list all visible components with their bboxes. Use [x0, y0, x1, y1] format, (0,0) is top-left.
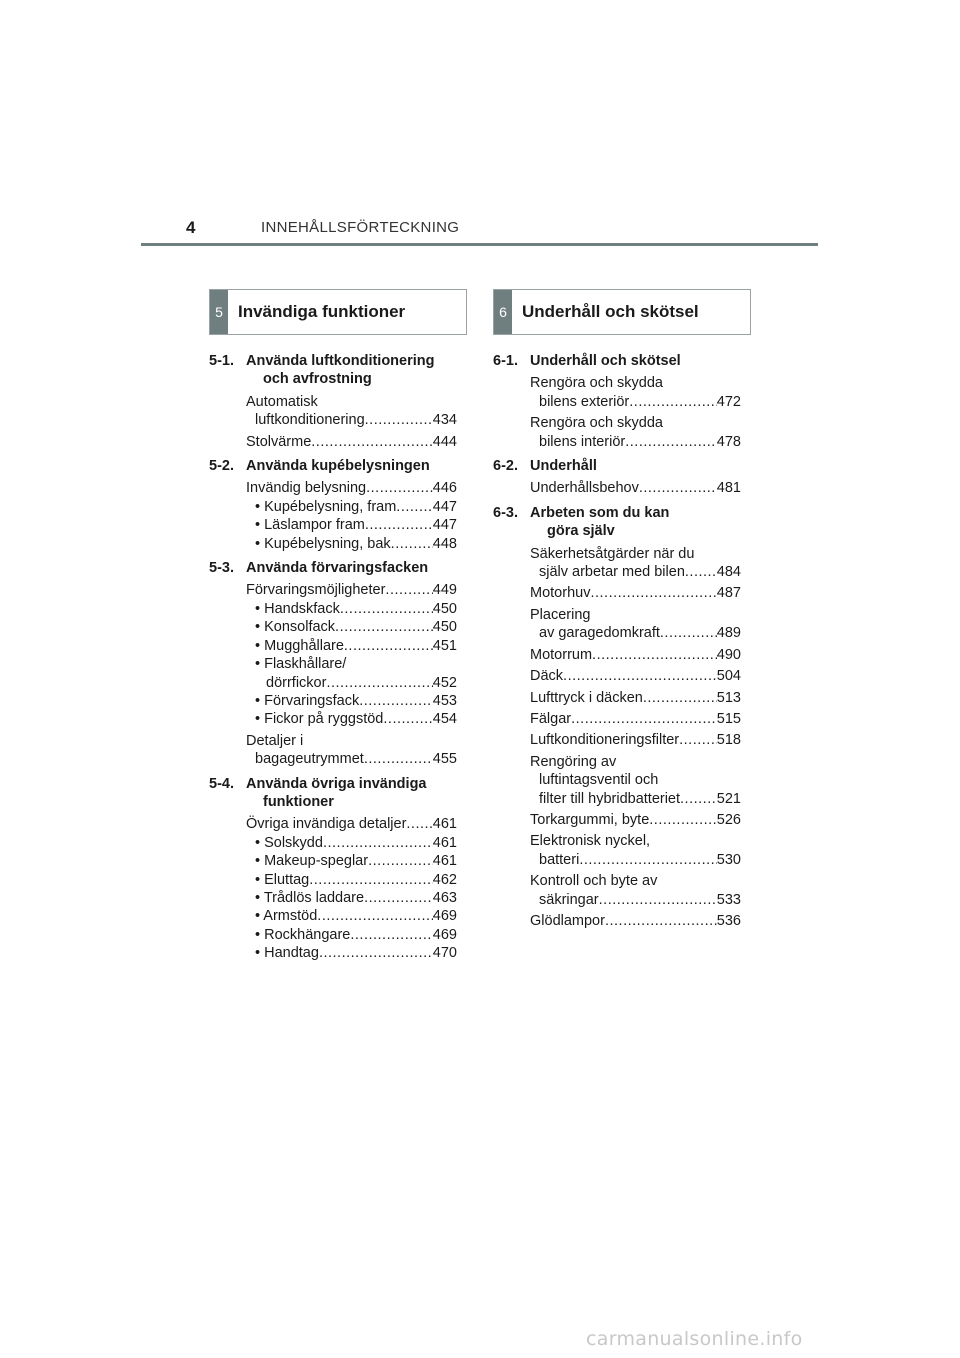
toc-entry-label: Däck: [530, 668, 564, 685]
toc-subentry[interactable]: [209, 618, 457, 636]
page-ref: 447: [432, 498, 457, 515]
page-ref: 448: [432, 535, 457, 552]
toc-entry-row: [530, 689, 741, 707]
chapter-title: Använda luftkonditionering och avfrostning: [246, 352, 457, 389]
dot-leader: [359, 692, 433, 710]
toc-entry[interactable]: [493, 731, 741, 749]
page-ref: 455: [432, 751, 457, 768]
toc-entry-row: [530, 891, 741, 909]
dot-leader: [629, 393, 717, 411]
toc-entry-row: [530, 563, 741, 581]
toc-entry[interactable]: [493, 811, 741, 829]
dot-leader: [639, 479, 717, 497]
toc-entry[interactable]: [493, 479, 741, 497]
toc-entry-prefix: Automatisk: [246, 393, 318, 410]
toc-entry-row: [530, 667, 741, 685]
chapter-number: 5-2.: [209, 458, 234, 475]
toc-entry-prefix: Kontroll och byte av: [530, 873, 658, 890]
page-ref: 481: [716, 480, 741, 497]
chapter-title: Underhåll: [530, 458, 597, 475]
toc-subentry[interactable]: [209, 692, 457, 710]
dot-leader: [579, 851, 716, 869]
toc-entry-row: [246, 479, 457, 497]
chapter-title: Använda förvaringsfacken: [246, 560, 429, 577]
chapter-heading[interactable]: [209, 775, 457, 812]
toc-entry-prefix: Placering: [530, 606, 591, 623]
toc-subentry[interactable]: [209, 852, 457, 870]
toc-entry-label: • Läslampor fram: [255, 517, 365, 534]
toc-entry-label: Motorrum: [530, 646, 593, 663]
dot-leader: [368, 852, 433, 870]
dot-leader: [649, 811, 717, 829]
toc-entry-label: • Makeup-speglar: [255, 853, 369, 870]
toc-entry-label: dörrfickor: [266, 674, 327, 691]
toc-entry-label: batteri: [539, 851, 580, 868]
section-number-tab: 5: [210, 290, 228, 334]
dot-leader: [563, 667, 717, 685]
page-ref: 526: [716, 811, 741, 828]
dot-leader: [385, 581, 432, 599]
toc-entry-prefix: Elektronisk nyckel,: [530, 833, 651, 850]
dot-leader: [643, 689, 717, 707]
toc-entry-label: bilens exteriör: [539, 393, 630, 410]
chapter-title-cont: funktioner: [263, 793, 334, 810]
toc-subentry[interactable]: [209, 710, 457, 728]
page-ref: 533: [716, 891, 741, 908]
page-ref: 515: [716, 710, 741, 727]
toc-entry-label: • Solskydd: [255, 834, 323, 851]
running-header-title: INNEHÅLLSFÖRTECKNING: [261, 219, 460, 236]
toc-subentry[interactable]: [209, 926, 457, 944]
dot-leader: [319, 944, 433, 962]
page-ref: 449: [432, 582, 457, 599]
page-ref: 434: [432, 412, 457, 429]
dot-leader: [625, 433, 717, 451]
dot-leader: [605, 912, 717, 930]
toc-entry-row: [255, 516, 457, 534]
toc-entry-row: [530, 790, 741, 808]
page-ref: 513: [716, 689, 741, 706]
toc-entry-row: [255, 674, 457, 692]
toc-entry-prefix: Säkerhetsåtgärder när du: [530, 545, 695, 562]
toc-entry-row: [255, 907, 457, 925]
toc-entry-row: [530, 912, 741, 930]
page-ref: 472: [716, 393, 741, 410]
toc-subentry[interactable]: [209, 600, 457, 618]
page-ref: 521: [716, 790, 741, 807]
dot-leader: [326, 674, 432, 692]
chapter-number: 6-3.: [493, 504, 518, 521]
chapter-number: 5-4.: [209, 775, 234, 792]
toc-entry-label: Fälgar: [530, 710, 572, 727]
section-number-tab: 6: [494, 290, 512, 334]
toc-entry-label: • Armstöd: [255, 908, 318, 925]
toc-entry[interactable]: [493, 584, 741, 602]
page-ref: 450: [432, 619, 457, 636]
page-ref: 453: [432, 692, 457, 709]
chapter-heading[interactable]: [493, 352, 741, 370]
dot-leader: [680, 790, 717, 808]
chapter-heading[interactable]: [493, 457, 741, 475]
toc-entry[interactable]: [209, 433, 457, 451]
toc-entry-label: • Handskfack: [255, 600, 340, 617]
toc-entry-label: Lufttryck i däcken: [530, 689, 643, 706]
watermark: carmanualsonline.info: [586, 1328, 803, 1350]
dot-leader: [685, 563, 717, 581]
section-title: Invändiga funktioner: [238, 302, 406, 321]
chapter-title: Arbeten som du kan göra själv: [530, 504, 741, 541]
toc-entry[interactable]: [209, 393, 457, 430]
chapter-title-cont: och avfrostning: [263, 371, 372, 388]
dot-leader: [592, 646, 717, 664]
chapter-heading[interactable]: [493, 504, 741, 541]
toc-entry[interactable]: [493, 689, 741, 707]
dot-leader: [391, 535, 433, 553]
dot-leader: [335, 618, 433, 636]
page-ref: 484: [716, 564, 741, 581]
toc-entry-label: • Handtag: [255, 945, 319, 962]
toc-entry-row: [255, 498, 457, 516]
toc-entry-label: Motorhuv: [530, 585, 591, 602]
toc-subentry[interactable]: [209, 944, 457, 962]
toc-subentry[interactable]: [209, 871, 457, 889]
toc-subentry[interactable]: [209, 498, 457, 516]
toc-entry-row: [255, 535, 457, 553]
toc-subentry[interactable]: [209, 834, 457, 852]
toc-entry-prefix: Rengöra och skydda: [530, 375, 663, 392]
toc-entry-label: bilens interiör: [539, 433, 626, 450]
chapter-title-cont: göra själv: [547, 523, 615, 540]
toc-entry-label: säkringar: [539, 891, 599, 908]
toc-entry-row: [255, 889, 457, 907]
toc-entry-label: • Kupébelysning, bak: [255, 535, 391, 552]
dot-leader: [365, 411, 433, 429]
toc-entry-row: [255, 871, 457, 889]
toc-entry-label: Förvaringsmöjligheter: [246, 582, 386, 599]
chapter-number: 5-1.: [209, 353, 234, 369]
page-number: 4: [186, 218, 196, 237]
toc-entry-label: • Mugghållare: [255, 637, 344, 654]
toc-entry-row: [255, 944, 457, 962]
page-ref: 504: [716, 668, 741, 685]
toc-entry-label: • Trådlös laddare: [255, 889, 365, 906]
toc-entry[interactable]: [209, 479, 457, 497]
toc-entry-row: [246, 411, 457, 429]
toc-entry[interactable]: [493, 667, 741, 685]
toc-entry-row: [530, 811, 741, 829]
chapter-title: Underhåll och skötsel: [530, 353, 681, 369]
toc-entry[interactable]: [493, 872, 741, 909]
chapter-number: 6-1.: [493, 353, 518, 369]
page-ref: 450: [432, 600, 457, 617]
page-ref: 489: [716, 625, 741, 642]
toc-entry-label: Invändig belysning: [246, 480, 367, 497]
page-ref: 462: [432, 871, 457, 888]
chapter-number: 6-2.: [493, 458, 518, 475]
page-ref: 469: [432, 926, 457, 943]
toc-entry-label: • Förvaringsfack: [255, 692, 360, 709]
toc-subentry[interactable]: [209, 535, 457, 553]
toc-entry-label: själv arbetar med bilen: [539, 564, 685, 581]
toc-subentry[interactable]: [209, 889, 457, 907]
toc-entry-row: [530, 479, 741, 497]
dot-leader: [309, 871, 433, 889]
toc-entry-row: [530, 393, 741, 411]
dot-leader: [364, 750, 433, 768]
toc-entry-label: Underhållsbehov: [530, 480, 639, 497]
chapter-number: 5-3.: [209, 560, 234, 577]
page-ref: 447: [432, 517, 457, 534]
toc-entry[interactable]: [209, 815, 457, 833]
dot-leader: [344, 637, 433, 655]
chapter-heading[interactable]: [209, 559, 457, 577]
toc-entry[interactable]: [493, 545, 741, 582]
header-rule: [141, 243, 818, 246]
dot-leader: [396, 498, 433, 516]
page-ref: 444: [432, 433, 457, 450]
toc-entry-row: [246, 815, 457, 833]
toc-entry-row: [255, 692, 457, 710]
toc-entry-row: [530, 433, 741, 451]
dot-leader: [590, 584, 716, 602]
toc-column-left: [209, 352, 457, 963]
page-ref: 470: [432, 945, 457, 962]
toc-entry-row: [246, 581, 457, 599]
toc-entry-row: [255, 618, 457, 636]
section-6-header[interactable]: [493, 289, 751, 335]
toc-entry-label: • Kupébelysning, fram: [255, 498, 397, 515]
page-ref: 452: [432, 674, 457, 691]
page-ref: 490: [716, 646, 741, 663]
toc-entry[interactable]: [493, 606, 741, 643]
section-title: Underhåll och skötsel: [522, 302, 699, 321]
toc-subentry[interactable]: [209, 516, 457, 534]
chapter-title: Använda kupébelysningen: [246, 458, 430, 475]
toc-entry-prefix: luftintagsventil och: [539, 772, 659, 789]
page-ref: 461: [432, 816, 457, 833]
toc-entry-label: av garagedomkraft: [539, 625, 660, 642]
dot-leader: [406, 815, 432, 833]
toc-entry-row: [246, 433, 457, 451]
dot-leader: [679, 731, 717, 749]
dot-leader: [323, 834, 433, 852]
dot-leader: [366, 479, 433, 497]
toc-entry-label: • Eluttag: [255, 871, 310, 888]
dot-leader: [383, 710, 432, 728]
toc-subentry[interactable]: [209, 637, 457, 655]
page-ref: 446: [432, 480, 457, 497]
toc-subentry-prefix: • Flaskhållare/: [255, 656, 347, 673]
dot-leader: [571, 710, 717, 728]
toc-entry[interactable]: [209, 581, 457, 599]
toc-entry-row: [255, 710, 457, 728]
toc-entry-prefix: Detaljer i: [246, 732, 304, 749]
toc-entry-row: [255, 852, 457, 870]
toc-entry-row: [255, 600, 457, 618]
page-ref: 536: [716, 912, 741, 929]
section-5-header[interactable]: [209, 289, 467, 335]
page-ref: 530: [716, 851, 741, 868]
toc-subentry[interactable]: [209, 655, 457, 692]
dot-leader: [350, 926, 432, 944]
toc-entry-row: [246, 750, 457, 768]
dot-leader: [660, 624, 717, 642]
toc-entry[interactable]: [493, 414, 741, 451]
toc-entry-row: [255, 637, 457, 655]
page-ref: 469: [432, 908, 457, 925]
toc-entry[interactable]: [493, 832, 741, 869]
chapter-heading[interactable]: [209, 457, 457, 475]
toc-entry-label: Övriga invändiga detaljer: [246, 816, 407, 833]
page-ref: 461: [432, 834, 457, 851]
toc-entry[interactable]: [493, 374, 741, 411]
page-ref: 461: [432, 853, 457, 870]
chapter-heading[interactable]: [209, 352, 457, 389]
toc-entry-row: [530, 584, 741, 602]
toc-entry-label: Torkargummi, byte: [530, 811, 650, 828]
toc-entry-label: filter till hybridbatteriet: [539, 790, 681, 807]
page-ref: 463: [432, 889, 457, 906]
toc-entry[interactable]: [209, 732, 457, 769]
toc-entry[interactable]: [493, 753, 741, 808]
page-ref: 487: [716, 585, 741, 602]
toc-entry-label: • Rockhängare: [255, 926, 351, 943]
toc-entry-prefix: Rengöring av: [530, 753, 617, 770]
dot-leader: [364, 889, 433, 907]
toc-entry-label: • Konsolfack: [255, 619, 336, 636]
toc-entry[interactable]: [493, 710, 741, 728]
dot-leader: [311, 433, 433, 451]
toc-entry-prefix: Rengöra och skydda: [530, 415, 663, 432]
toc-entry-row: [255, 926, 457, 944]
dot-leader: [317, 907, 433, 925]
toc-entry-row: [255, 834, 457, 852]
toc-entry-row: [530, 851, 741, 869]
toc-entry-label: bagageutrymmet: [255, 751, 364, 768]
page-ref: 454: [432, 711, 457, 728]
dot-leader: [340, 600, 433, 618]
page-ref: 478: [716, 433, 741, 450]
chapter-title: Använda övriga invändiga funktioner: [246, 775, 457, 812]
toc-column-right: [493, 352, 741, 930]
toc-entry-label: Luftkonditioneringsfilter: [530, 732, 680, 749]
toc-entry-row: [530, 624, 741, 642]
toc-subentry[interactable]: [209, 907, 457, 925]
toc-entry-row: [530, 731, 741, 749]
dot-leader: [365, 516, 433, 534]
toc-entry-label: • Fickor på ryggstöd: [255, 711, 384, 728]
dot-leader: [599, 891, 717, 909]
toc-entry-label: Glödlampor: [530, 912, 605, 929]
toc-entry-label: Stolvärme: [246, 433, 312, 450]
toc-entry-row: [530, 646, 741, 664]
toc-entry[interactable]: [493, 646, 741, 664]
page-ref: 518: [716, 732, 741, 749]
toc-entry-row: [530, 710, 741, 728]
toc-entry[interactable]: [493, 912, 741, 930]
toc-entry-label: luftkonditionering: [255, 412, 365, 429]
page-ref: 451: [432, 637, 457, 654]
